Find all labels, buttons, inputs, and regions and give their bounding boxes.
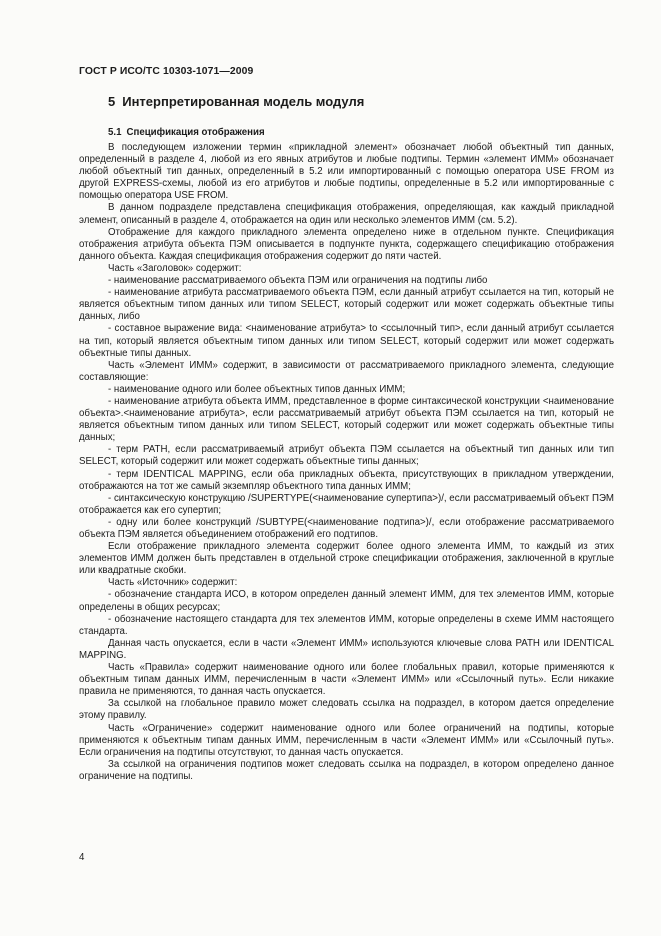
paragraph: Часть «Заголовок» содержит: [108,262,242,274]
list-item: - наименование атрибута рассматриваемого объекта ПЭМ, если данный атрибут ссылается на тип, который не является объектным типом данных или типом SELECT, который содержит или может содержать объектные типы данных, либо [79,287,614,323]
subsection-title [108,127,265,138]
page-number: 4 [79,852,85,863]
list-item: - наименование атрибута объекта ИММ, представленное в форме синтаксической конструкции <наименование объекта>.<наименование атрибута>, если рассматриваемый атрибут объекта ПЭМ ссылается на тип, который не является объектным типом данных или типом SELECT, который содержит или может содержать объектные типы данных; [79,395,614,444]
paragraph: Часть «Источник» содержит: [108,577,238,589]
body-text [79,142,614,783]
paragraph: За ссылкой на глобальное правило может следовать ссылка на подраздел, в котором дается определение этому правилу. [79,698,614,722]
list-item: - одну или более конструкций /SUBTYPE(<наименование подтипа>)/, если отображение рассматриваемого объекта ПЭМ является объединением отображений его подтипов. [79,516,614,540]
paragraph: Если отображение прикладного элемента содержит более одного элемента ИММ, то каждый из этих элементов ИММ должен быть представлен в отдельной строке спецификации отображения, заключенной в круглые или квадратные скобки. [79,541,614,577]
list-item: - обозначение настоящего стандарта для тех элементов ИММ, которые определены в схеме ИММ настоящего стандарта. [79,613,614,637]
list-item: - терм PATH, если рассматриваемый атрибут объекта ПЭМ ссылается на объектный тип данных или тип SELECT, который содержит или может содержать объектные типы данных; [79,444,614,468]
section-number: 5 [108,94,116,109]
list-item: - обозначение стандарта ИСО, в котором определен данный элемент ИММ, для тех элементов ИММ, которые определены в общих ресурсах; [79,589,614,613]
subsection-title-text: Спецификация отображения [126,127,265,138]
paragraph: Данная часть опускается, если в части «Элемент ИММ» используются ключевые слова PATH или IDENTICAL MAPPING. [79,637,614,661]
section-title-text: Интерпретированная модель модуля [122,94,365,109]
paragraph: Часть «Ограничение» содержит наименование одного или более ограничений на подтипы, которые применяются к объектным типам данных ИММ, перечисленным в части «Элемент ИММ» или «Ссылочный путь». Если ограничения на подтипы отсутствуют, то данная часть опускается. [79,722,614,758]
paragraph: Часть «Элемент ИММ» содержит, в зависимости от рассматриваемого прикладного элемента, следующие составляющие: [79,359,614,383]
paragraph: За ссылкой на ограничения подтипов может следовать ссылка на подраздел, в котором определено данное ограничение на подтипы. [79,758,614,782]
paragraph: В последующем изложении термин «прикладной элемент» обозначает любой объектный тип данных, определенный в разделе 4, любой из его явных атрибутов и любые подтипы. Термин «элемент ИММ» обозначает любой объектный тип данных, определенный в 5.2 или импортированный с помощью оператора USE FROM из другой EXPRESS-схемы, любой из его атрибутов и любые подтипы, определенные в 5.2 или импортированные с помощью оператора USE FROM. [79,142,614,202]
list-item: - синтаксическую конструкцию /SUPERTYPE(<наименование супертипа>)/, если рассматриваемый объект ПЭМ отображается как его супертип; [79,492,614,516]
document-header: ГОСТ Р ИСО/ТС 10303-1071—2009 [79,66,254,77]
subsection-number: 5.1 [108,127,122,138]
section-title [108,94,364,109]
paragraph: Часть «Правила» содержит наименование одного или более глобальных правил, которые применяются к объектным типам данных ИММ, перечисленным в части «Элемент ИММ» или «Ссылочный путь». Если никакие правила не применяются, то данная часть опускается. [79,662,614,698]
paragraph: Отображение для каждого прикладного элемента определено ниже в отдельном пункте. Спецификация отображения атрибута объекта ПЭМ описывается в подпункте пункта, содержащего спецификацию отображения данного объекта. Каждая спецификация отображения содержит до пяти частей. [79,226,614,262]
list-item: - наименование одного или более объектных типов данных ИММ; [108,383,406,395]
list-item: - терм IDENTICAL MAPPING, если оба прикладных объекта, присутствующих в прикладном утверждении, отображаются на тот же самый экземпляр объектного типа данных ИММ; [79,468,614,492]
paragraph: В данном подразделе представлена спецификация отображения, определяющая, как каждый прикладной элемент, описанный в разделе 4, отображается на один или несколько элементов ИММ (см. 5.2). [79,202,614,226]
list-item: - наименование рассматриваемого объекта ПЭМ или ограничения на подтипы либо [108,275,488,287]
list-item: - составное выражение вида: <наименование атрибута> to <ссылочный тип>, если данный атрибут ссылается на тип, который является объектным типом данных или типом SELECT, который содержит или может содержать объектные типы данных. [79,323,614,359]
